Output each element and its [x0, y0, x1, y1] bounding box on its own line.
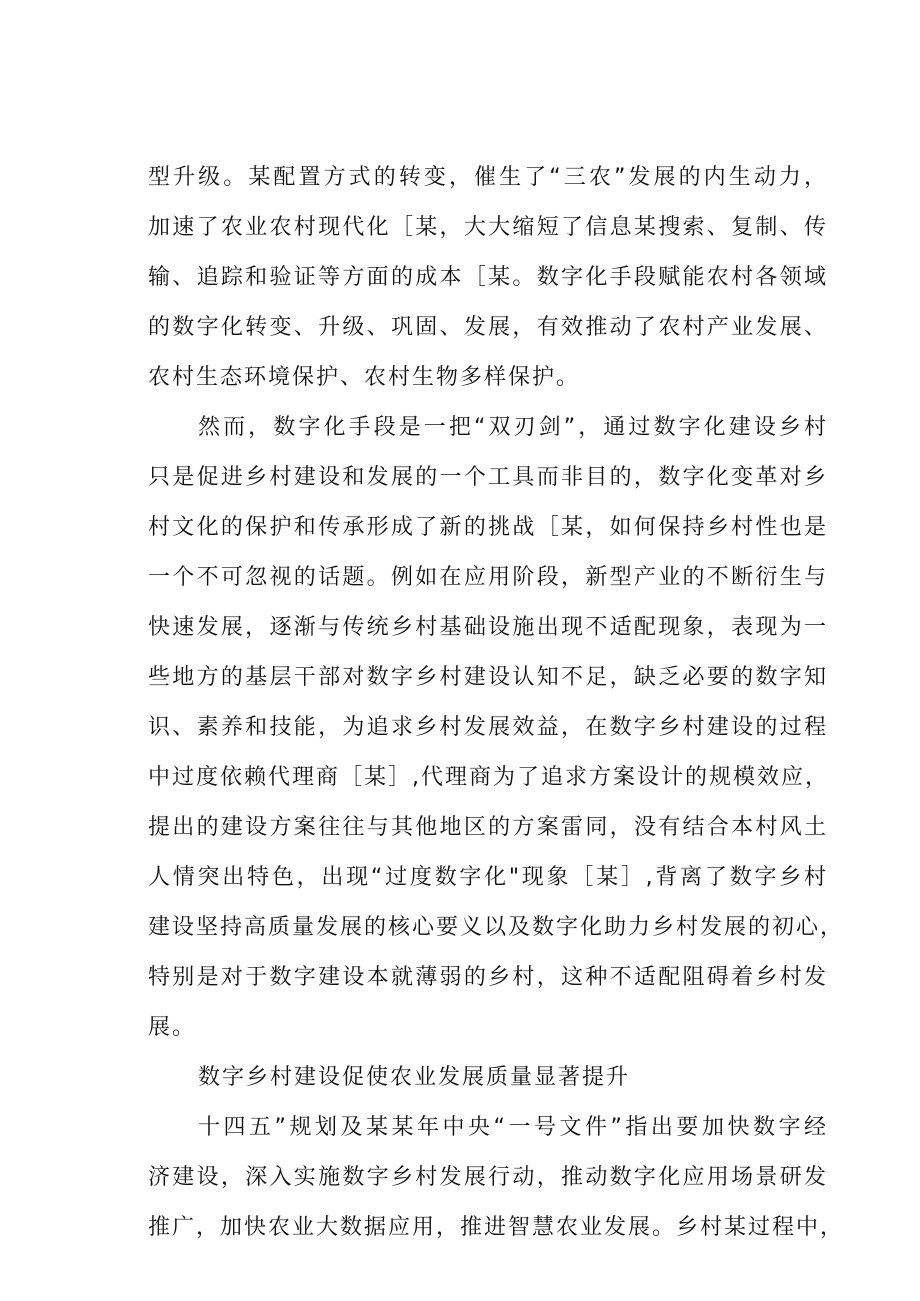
paragraph-1-line-1: 型升级。某配置方式的转变，催生了“三农”发展的内生动力，	[148, 165, 829, 190]
paragraph-4-line-1: 十四五”规划及某某年中央“一号文件”指出要加快数字经	[198, 1115, 828, 1140]
paragraph-2-line-13: 展。	[148, 1015, 197, 1040]
paragraph-1-line-3: 输、追踪和验证等方面的成本［某。数字化手段赋能农村各领域	[148, 265, 828, 290]
paragraph-2-line-4: 一个不可忽视的话题。例如在应用阶段，新型产业的不断衍生与	[148, 565, 828, 590]
paragraph-2-line-8: 中过度依赖代理商［某］,代理商为了追求方案设计的规模效应，	[148, 765, 829, 790]
paragraph-4-line-2: 济建设，深入实施数字乡村发展行动，推动数字化应用场景研发	[148, 1165, 828, 1190]
paragraph-4-line-3: 推广，加快农业大数据应用，推进智慧农业发展。乡村某过程中，	[148, 1215, 845, 1240]
paragraph-1-line-4: 的数字化转变、升级、巩固、发展，有效推动了农村产业发展、	[148, 315, 828, 340]
paragraph-2-line-9: 提出的建设方案往往与其他地区的方案雷同，没有结合本村风土	[148, 815, 828, 840]
paragraph-1-line-5: 农村生态环境保护、农村生物多样保护。	[148, 365, 581, 390]
section-heading: 数字乡村建设促使农业发展质量显著提升	[198, 1065, 631, 1090]
paragraph-1-line-2: 加速了农业农村现代化［某，大大缩短了信息某搜索、复制、传	[148, 215, 828, 240]
paragraph-2-line-11: 建设坚持高质量发展的核心要义以及数字化助力乡村发展的初心，	[148, 915, 845, 940]
paragraph-2-line-5: 快速发展，逐渐与传统乡村基础设施出现不适配现象，表现为一	[148, 615, 828, 640]
paragraph-2-line-7: 识、素养和技能，为追求乡村发展效益，在数字乡村建设的过程	[148, 715, 828, 740]
paragraph-2-line-1: 然而，数字化手段是一把“双刃剑”，通过数字化建设乡村	[198, 415, 828, 440]
paragraph-2-line-12: 特别是对于数字建设本就薄弱的乡村，这种不适配阻碍着乡村发	[148, 965, 828, 990]
paragraph-2-line-2: 只是促进乡村建设和发展的一个工具而非目的，数字化变革对乡	[148, 465, 828, 490]
paragraph-2-line-3: 村文化的保护和传承形成了新的挑战［某，如何保持乡村性也是	[148, 515, 828, 540]
paragraph-2-line-6: 些地方的基层干部对数字乡村建设认知不足，缺乏必要的数字知	[148, 665, 828, 690]
paragraph-2-line-10: 人情突出特色，出现“过度数字化"现象［某］,背离了数字乡村	[148, 865, 828, 890]
